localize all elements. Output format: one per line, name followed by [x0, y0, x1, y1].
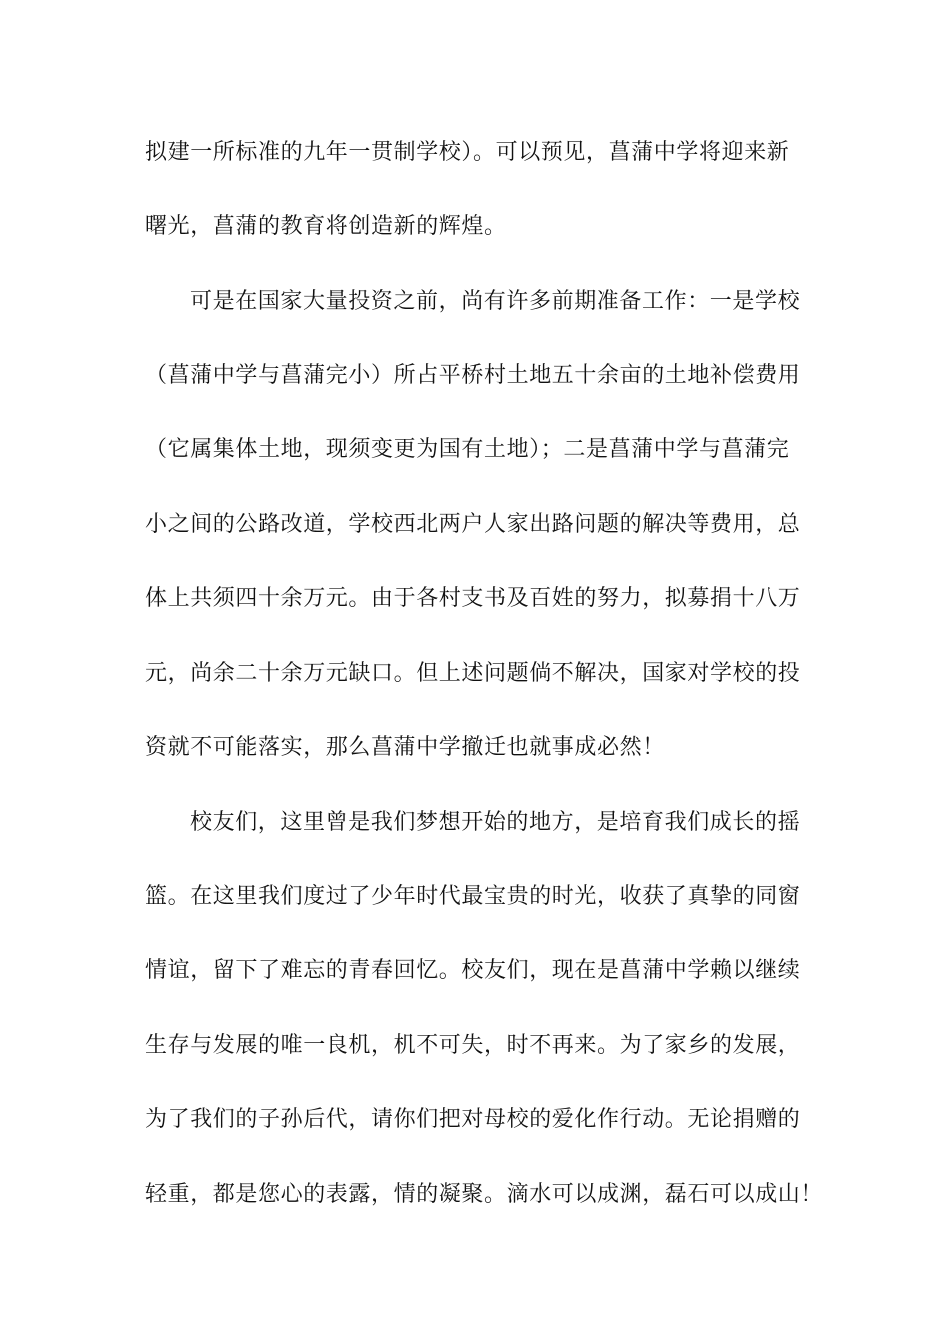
text-line-9: 资就不可能落实，那么菖蒲中学撤迁也就事成必然！ — [145, 735, 665, 760]
text-line-10: 校友们，这里曾是我们梦想开始的地方，是培育我们成长的摇 — [190, 810, 801, 835]
text-line-4: （菖蒲中学与菖蒲完小）所占平桥村土地五十余亩的土地补偿费用 — [145, 363, 801, 388]
text-line-5: （它属集体土地，现须变更为国有土地）；二是菖蒲中学与菖蒲完 — [145, 437, 790, 462]
text-line-12: 情谊，留下了难忘的青春回忆。校友们，现在是菖蒲中学赖以继续 — [145, 958, 801, 983]
text-line-11: 篮。在这里我们度过了少年时代最宝贵的时光，收获了真挚的同窗 — [145, 884, 801, 909]
text-line-1: 拟建一所标准的九年一贯制学校）。可以预见，菖蒲中学将迎来新 — [145, 140, 790, 165]
text-line-2: 曙光，菖蒲的教育将创造新的辉煌。 — [145, 214, 507, 239]
text-line-13: 生存与发展的唯一良机，机不可失，时不再来。为了家乡的发展， — [145, 1033, 801, 1058]
text-line-7: 体上共须四十余万元。由于各村支书及百姓的努力，拟募捐十八万 — [145, 586, 801, 611]
text-line-14: 为了我们的子孙后代，请你们把对母校的爱化作行动。无论捐赠的 — [145, 1107, 801, 1132]
text-line-15: 轻重，都是您心的表露，情的凝聚。滴水可以成渊，磊石可以成山！ — [145, 1182, 824, 1207]
text-line-8: 元，尚余二十余万元缺口。但上述问题倘不解决，国家对学校的投 — [145, 661, 801, 686]
text-line-3: 可是在国家大量投资之前，尚有许多前期准备工作：一是学校 — [190, 289, 801, 314]
text-line-6: 小之间的公路改道，学校西北两户人家出路问题的解决等费用，总 — [145, 512, 801, 537]
